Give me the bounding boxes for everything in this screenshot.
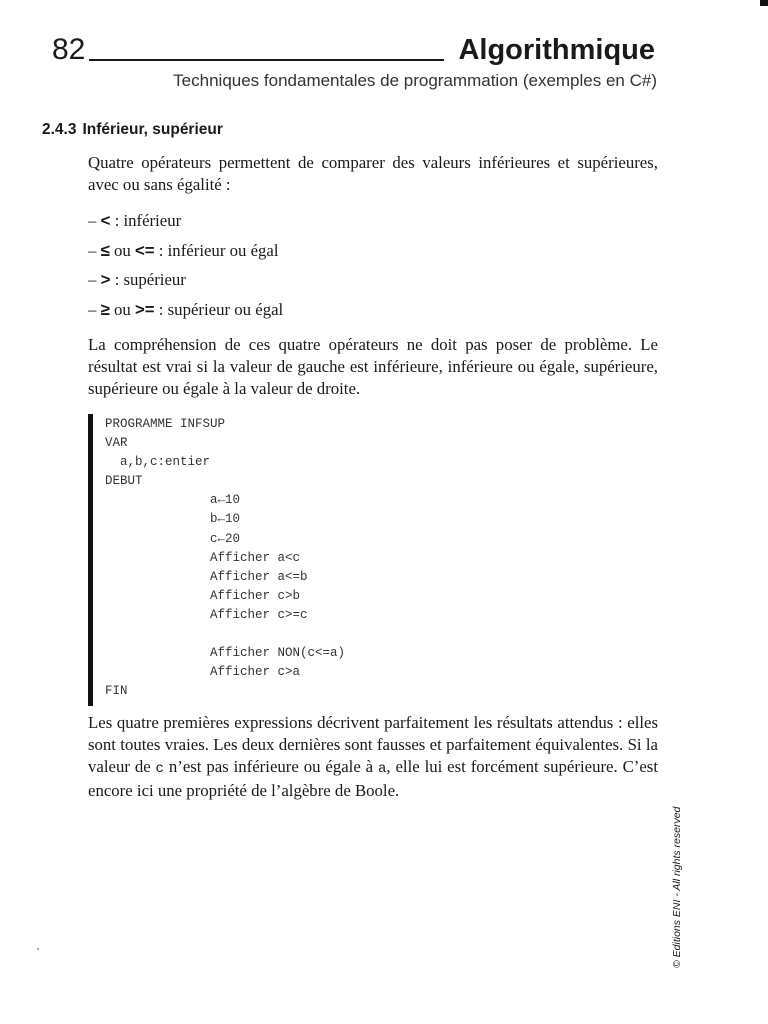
operator-alt-symbol: >= [134, 299, 155, 319]
conclusion-text: , elle lui est forcément supérieure. C’est encore ici une propriété de l’algèbre de Boole. [88, 757, 658, 800]
operator-list [88, 209, 283, 327]
book-title: Algorithmique [458, 34, 655, 66]
section-heading [42, 119, 223, 141]
code-line: a,b,c:entier [105, 455, 211, 470]
copyright-notice: © Editions ENI - All rights reserved [671, 806, 683, 968]
code-line: b←10 [105, 512, 241, 527]
operator-description: : supérieur [110, 270, 186, 289]
code-line: PROGRAMME INFSUP [105, 417, 226, 431]
operator-description: : inférieur [110, 211, 182, 230]
operator-symbol: < [100, 211, 111, 230]
code-line: Afficher a<=b [105, 569, 308, 584]
conclusion-text: Les quatre premières expressions décrivent parfaitement les résultats attendus : elles sont toutes vraies. Les deux dernières sont fausses et parfaitement équivalentes. Si la valeur de [88, 713, 658, 776]
conclusion-paragraph [88, 712, 658, 802]
section-number: 2.4.3 [42, 121, 77, 138]
list-dash: – [88, 299, 97, 319]
code-line [105, 625, 345, 644]
conclusion-text: n’est pas inférieure ou égale à [163, 757, 378, 776]
operator-item-less [88, 209, 283, 239]
inline-code-c: c [155, 761, 164, 777]
inline-code-a: a [377, 761, 387, 777]
code-line: c←20 [105, 531, 241, 546]
code-line: Afficher c>b [105, 588, 301, 603]
code-block-bar [88, 414, 93, 706]
running-header [52, 30, 657, 70]
code-line: Afficher a<c [105, 550, 301, 565]
list-dash: – [88, 240, 97, 260]
operator-item-greater [88, 268, 283, 298]
code-line: Afficher c>=c [105, 607, 308, 622]
code-line: VAR [105, 436, 128, 451]
code-line: Afficher NON(c<=a) [105, 646, 346, 661]
operator-symbol: ≥ [100, 299, 110, 319]
list-dash: – [88, 270, 97, 289]
page-number: 82 [52, 33, 86, 66]
operator-alt-symbol: <= [134, 240, 155, 260]
intro-paragraph: Quatre opérateurs permettent de comparer des valeurs inférieures et supérieures, avec ou sans égalité : [88, 153, 658, 194]
section-title: Inférieur, supérieur [82, 121, 223, 138]
explanation-paragraph: La compréhension de ces quatre opérateurs ne doit pas poser de problème. Le résultat est vrai si la valeur de gauche est inférieure, inférieure ou égale, supérieure, supérieure ou égale à la valeur de droite. [88, 335, 658, 398]
code-line: Afficher c>a [105, 665, 301, 680]
code-line: DEBUT [105, 474, 143, 489]
code-line: a←10 [105, 493, 241, 508]
operator-alt-separator: ou [109, 240, 135, 260]
code-line: FIN [105, 684, 128, 699]
operator-alt-separator: ou [109, 299, 135, 319]
operator-item-greater-equal [88, 298, 283, 328]
book-subtitle: Techniques fondamentales de programmation (exemples en C#) [173, 71, 657, 90]
code-block [105, 415, 345, 701]
operator-symbol: ≤ [100, 240, 110, 260]
list-dash: – [88, 211, 97, 230]
header-rule [89, 59, 444, 61]
operator-item-less-equal [88, 239, 283, 269]
operator-symbol: > [100, 270, 111, 289]
operator-description: : inférieur ou égal [154, 240, 279, 260]
scan-corner-mark [760, 0, 768, 6]
operator-description: : supérieur ou égal [154, 299, 284, 319]
scan-speck [37, 948, 39, 950]
